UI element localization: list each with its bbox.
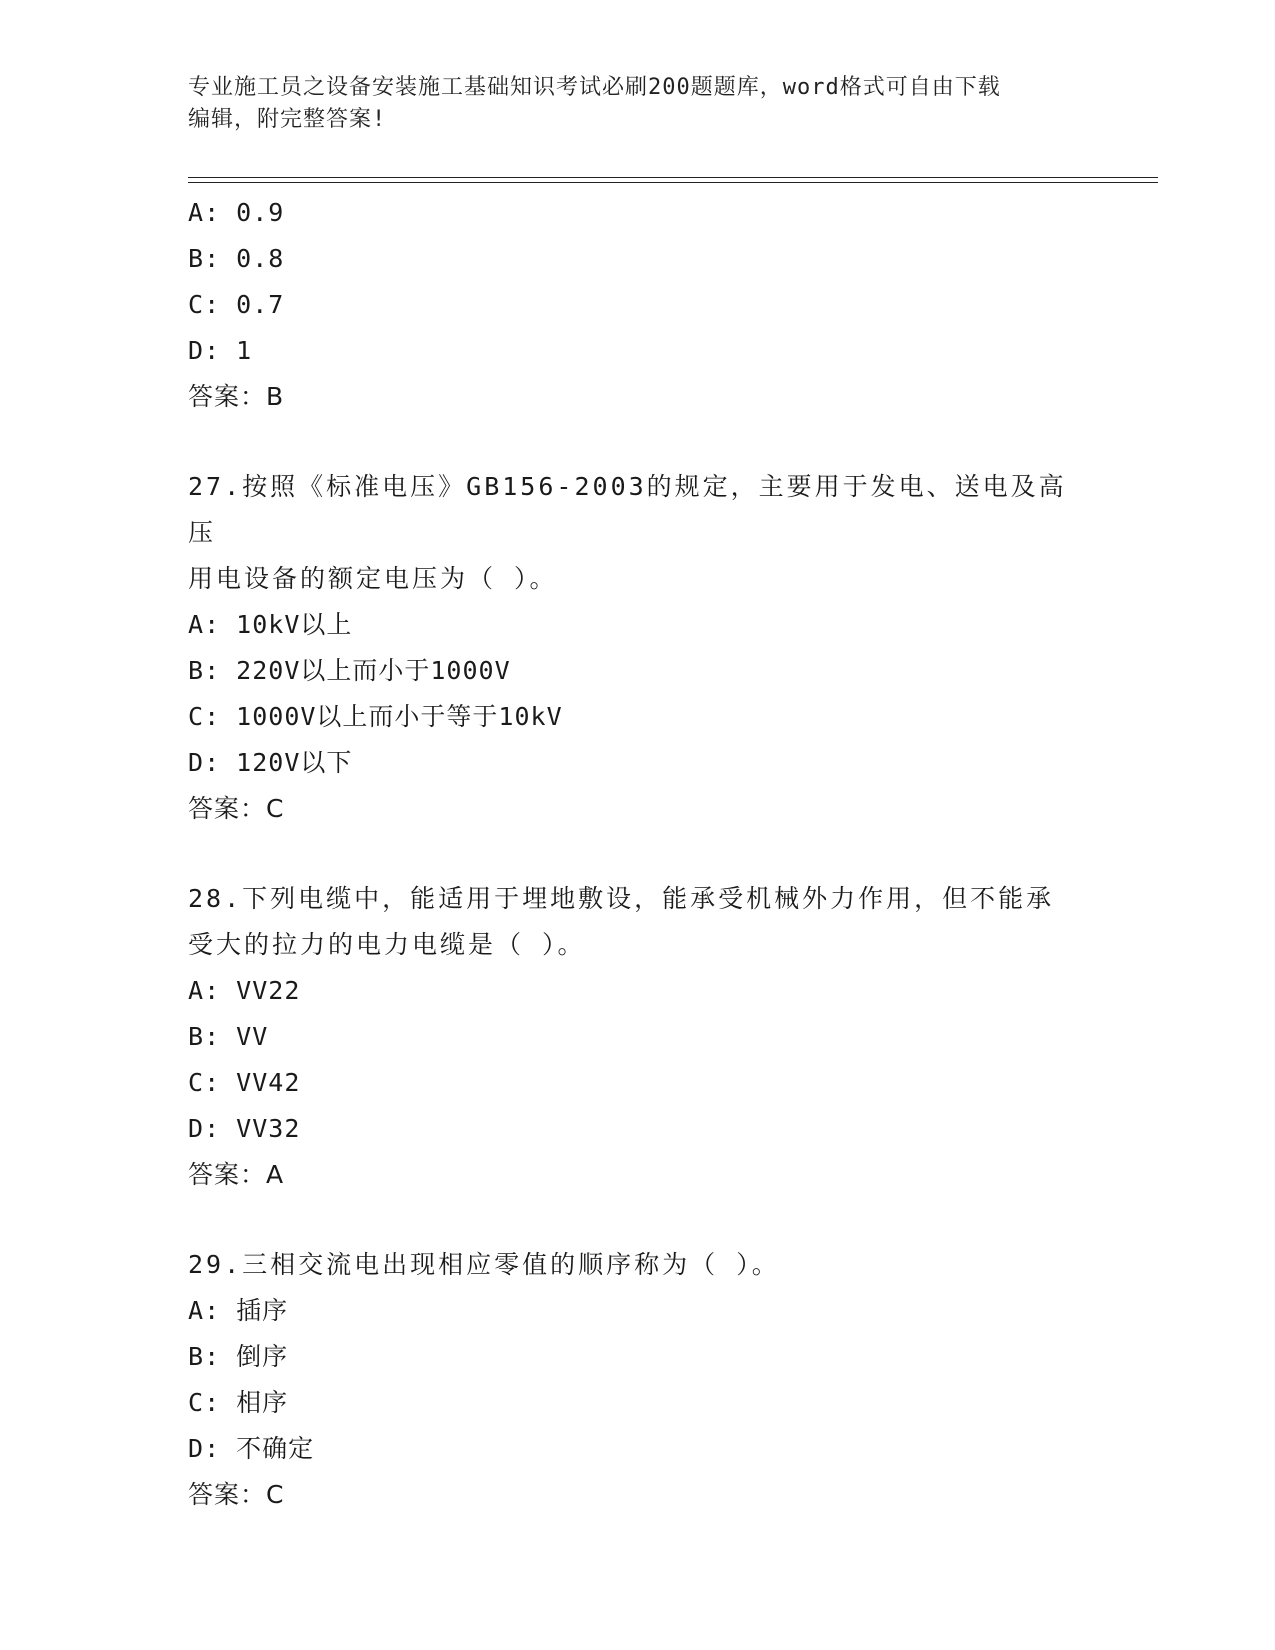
question-block-27	[188, 464, 1088, 832]
document-header	[188, 72, 1068, 136]
answer-line: 答案：A	[188, 1160, 285, 1189]
question-text	[188, 1242, 1088, 1288]
option-b: B: 0.8	[188, 244, 285, 273]
option-a: A: VV22	[188, 976, 301, 1005]
header-divider-top	[188, 177, 1158, 178]
answer-line: 答案：C	[188, 1480, 285, 1509]
answer-line: 答案：B	[188, 382, 285, 411]
question-text	[188, 464, 1088, 602]
option-d: D: 120V以下	[188, 748, 353, 777]
question-block-continued	[188, 190, 1088, 420]
header-title-line-1: 专业施工员之设备安装施工基础知识考试必刷200题题库，word格式可自由下载	[188, 75, 1001, 100]
option-a: A: 0.9	[188, 198, 285, 227]
question-text-line-1: 28.下列电缆中，能适用于埋地敷设，能承受机械外力作用，但不能承	[188, 884, 1055, 913]
option-c: C: 1000V以上而小于等于10kV	[188, 702, 563, 731]
option-b: B: 220V以上而小于1000V	[188, 656, 511, 685]
option-d: D: 1	[188, 336, 253, 365]
header-title-line-2: 编辑，附完整答案!	[188, 107, 387, 132]
question-text	[188, 876, 1088, 968]
question-content	[188, 190, 1088, 1518]
option-c: C: 0.7	[188, 290, 285, 319]
question-text-line-1: 29.三相交流电出现相应零值的顺序称为（ ）。	[188, 1250, 780, 1279]
option-c: C: VV42	[188, 1068, 301, 1097]
option-b: B: VV	[188, 1022, 269, 1051]
option-d: D: 不确定	[188, 1434, 315, 1463]
question-block-28	[188, 876, 1088, 1198]
question-text-line-1: 27.按照《标准电压》GB156-2003的规定，主要用于发电、送电及高压	[188, 472, 1067, 547]
header-divider-bottom	[188, 182, 1158, 183]
option-d: D: VV32	[188, 1114, 301, 1143]
option-a: A: 插序	[188, 1296, 289, 1325]
answer-line: 答案：C	[188, 794, 285, 823]
question-block-29	[188, 1242, 1088, 1518]
question-text-line-2: 用电设备的额定电压为（ ）。	[188, 564, 558, 593]
option-c: C: 相序	[188, 1388, 289, 1417]
option-a: A: 10kV以上	[188, 610, 353, 639]
option-b: B: 倒序	[188, 1342, 289, 1371]
question-text-line-2: 受大的拉力的电力电缆是（ ）。	[188, 930, 586, 959]
